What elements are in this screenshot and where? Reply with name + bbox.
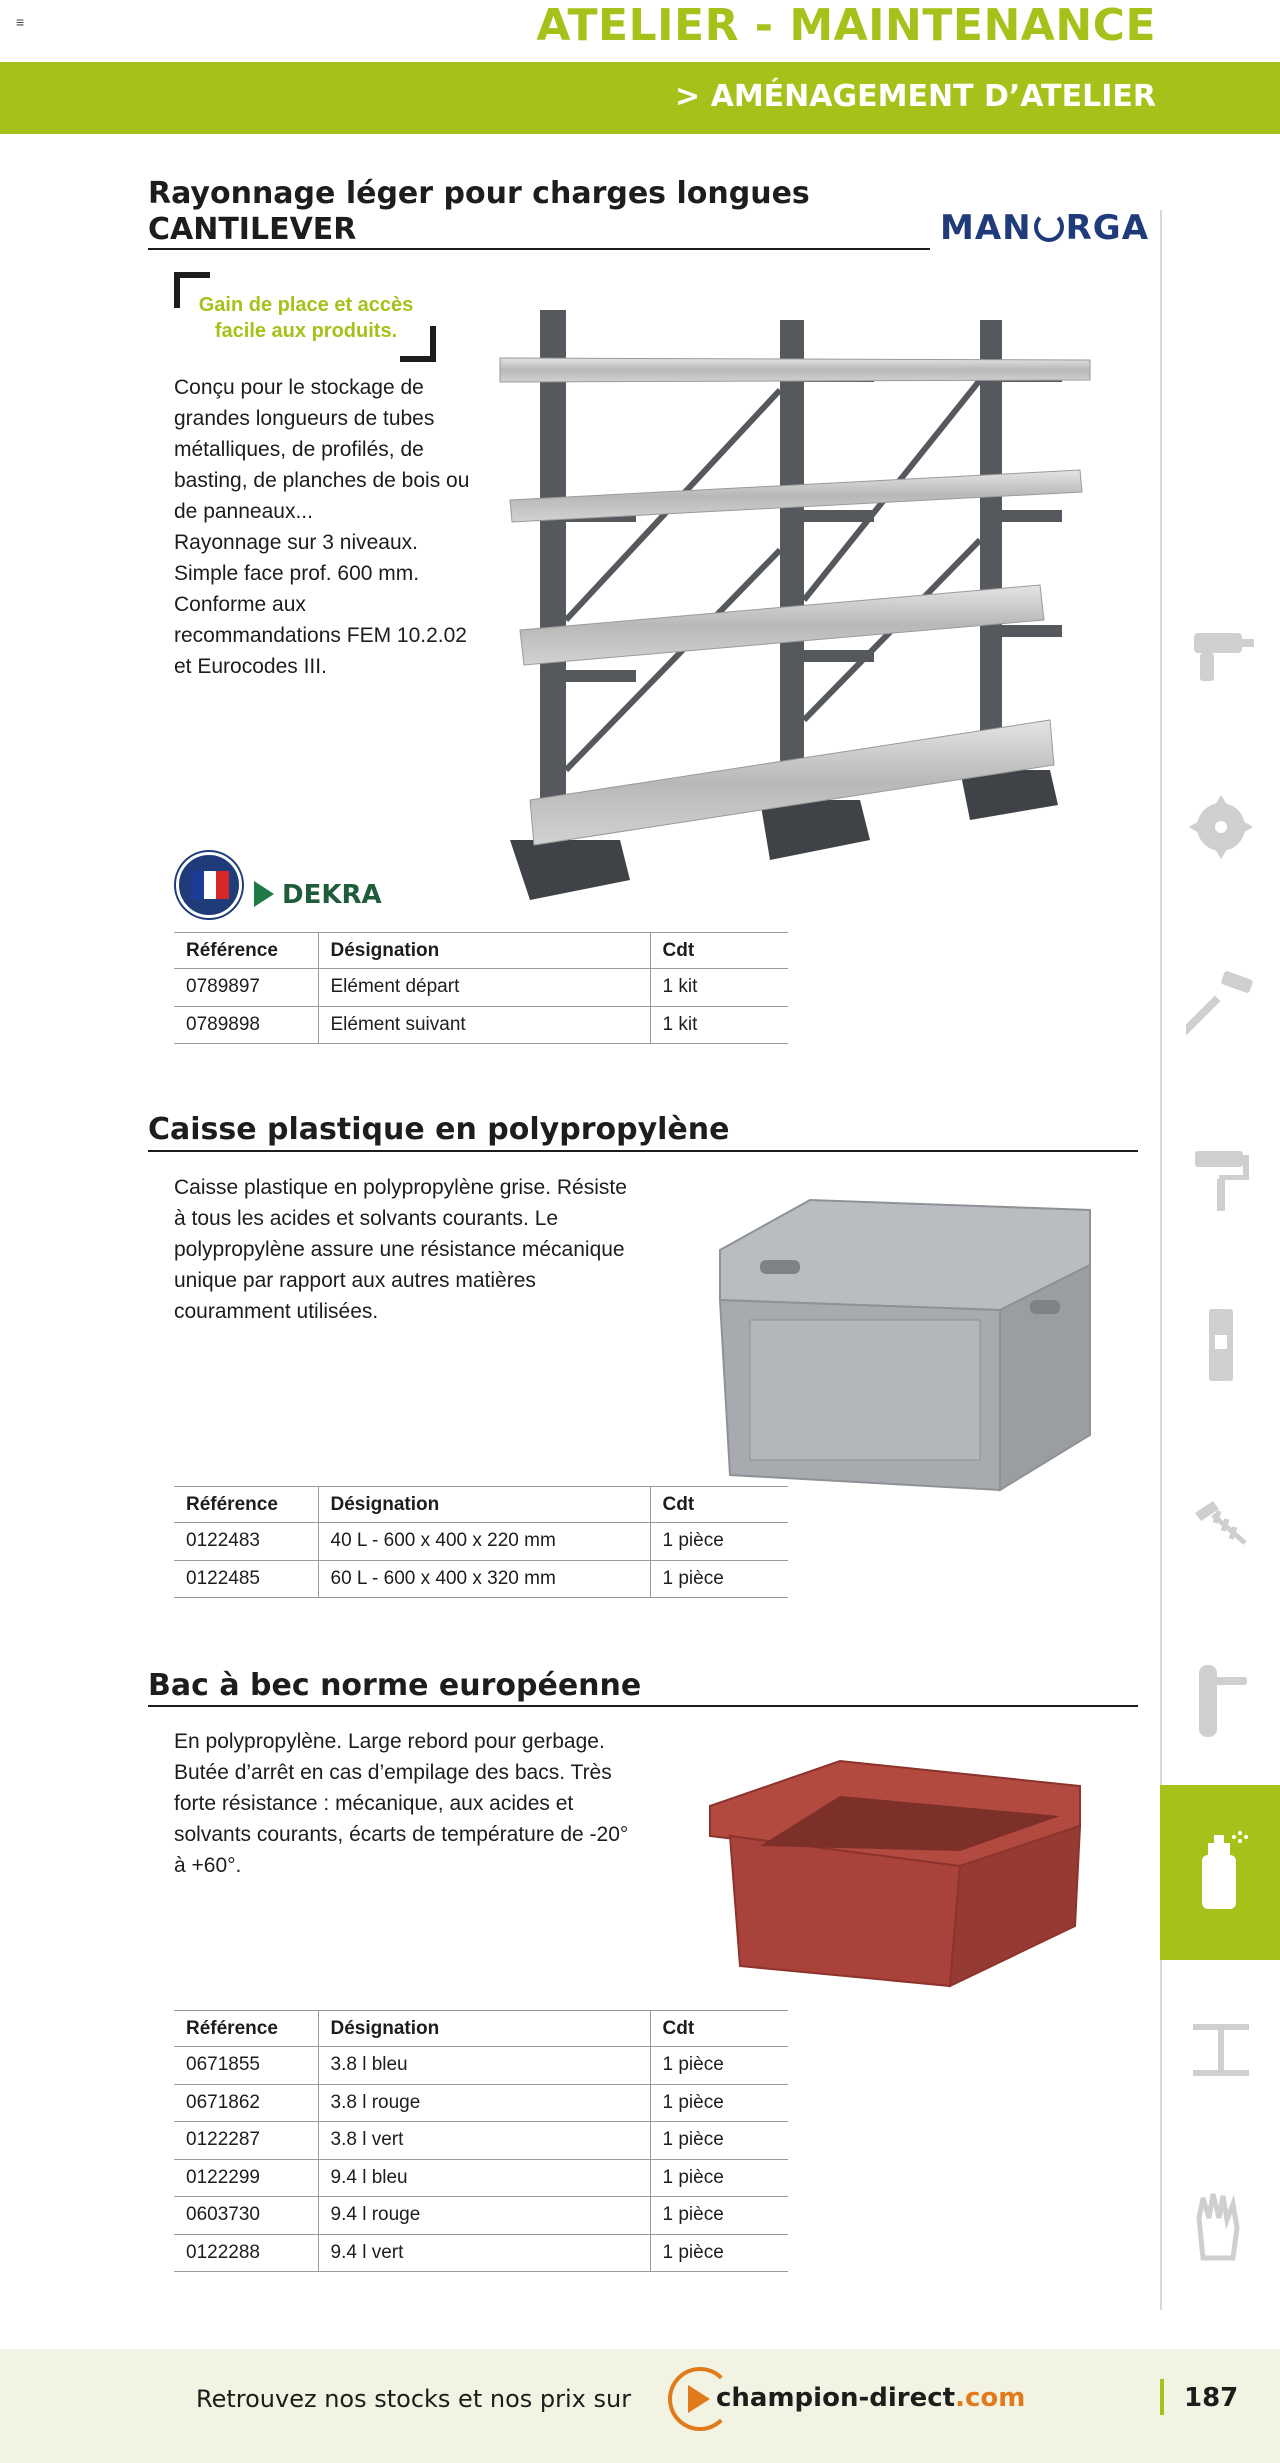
brand-o-icon [1034, 212, 1064, 242]
menu-icon[interactable]: ≡ [16, 14, 25, 30]
cell-designation: Elément départ [318, 969, 650, 1007]
grey-plastic-crate-image [700, 1190, 1100, 1500]
cantilever-rack-image [490, 300, 1100, 920]
cell-designation: 40 L - 600 x 400 x 220 mm [318, 1523, 650, 1561]
red-bin-image [700, 1756, 1100, 2006]
table-row [174, 2197, 788, 2235]
product-title-bac: Bac à bec norme européenne [148, 1668, 642, 1703]
glove-icon[interactable] [1176, 2180, 1266, 2270]
table-header-row [174, 1487, 788, 1523]
dekra-triangle-icon [254, 881, 274, 907]
section-rule [148, 1705, 1138, 1707]
dekra-logo [254, 880, 382, 910]
brand-text-before: MAN [940, 208, 1032, 248]
product-title-cantilever [148, 176, 810, 248]
screw-icon[interactable] [1176, 1478, 1266, 1568]
cell-cdt: 1 pièce [650, 2047, 788, 2085]
paint-roller-icon[interactable] [1176, 1135, 1266, 1225]
cell-reference: 0122299 [174, 2159, 318, 2197]
table-row [174, 1560, 788, 1598]
col-header-reference: Référence [174, 2011, 318, 2047]
dekra-label: DEKRA [282, 880, 382, 910]
col-header-cdt: Cdt [650, 933, 788, 969]
steel-beam-icon[interactable] [1176, 2005, 1266, 2095]
table-header-row [174, 933, 788, 969]
page-number-divider [1160, 2379, 1164, 2415]
cell-reference: 0671862 [174, 2084, 318, 2122]
cell-cdt: 1 pièce [650, 2234, 788, 2272]
cell-cdt: 1 kit [650, 969, 788, 1007]
cell-designation: 9.4 l bleu [318, 2159, 650, 2197]
desc-line: Rayonnage sur 3 niveaux. [174, 531, 418, 554]
cell-reference: 0122483 [174, 1523, 318, 1561]
desc-line: forte résistance : mécanique, aux acides et [174, 1792, 574, 1815]
cell-designation: 60 L - 600 x 400 x 320 mm [318, 1560, 650, 1598]
cell-cdt: 1 pièce [650, 1560, 788, 1598]
table-row [174, 2084, 788, 2122]
section-rule [148, 1150, 1138, 1152]
footer-site-link[interactable] [716, 2383, 1025, 2413]
desc-line: Butée d’arrêt en cas d’empilage des bacs. Très [174, 1761, 612, 1784]
desc-line: grandes longueurs de tubes [174, 407, 435, 430]
site-name: champion-direct [716, 2383, 956, 2413]
table-row [174, 1006, 788, 1044]
cell-designation: Elément suivant [318, 1006, 650, 1044]
site-domain: .com [955, 2383, 1026, 2413]
desc-line: solvants courants, écarts de température de -20° [174, 1823, 629, 1846]
cell-cdt: 1 pièce [650, 2159, 788, 2197]
cell-cdt: 1 pièce [650, 2084, 788, 2122]
cell-designation: 9.4 l vert [318, 2234, 650, 2272]
col-header-designation: Désignation [318, 1487, 650, 1523]
section-rule [148, 248, 930, 250]
drill-icon[interactable] [1176, 610, 1266, 700]
table-header-row [174, 2011, 788, 2047]
desc-line: à tous les acides et solvants courants. Le [174, 1207, 559, 1230]
table-row [174, 2234, 788, 2272]
product-description [174, 1172, 627, 1327]
desc-line: à +60°. [174, 1854, 242, 1877]
table-row [174, 969, 788, 1007]
reference-table-bac [174, 2010, 788, 2272]
manorga-logo [940, 208, 1149, 248]
callout-text: Gain de place et accès facile aux produits. [198, 294, 414, 342]
desc-line: de panneaux... [174, 500, 313, 523]
cell-designation: 3.8 l vert [318, 2122, 650, 2160]
cell-reference: 0122288 [174, 2234, 318, 2272]
spray-can-icon[interactable] [1176, 1826, 1266, 1916]
desc-line: polypropylène assure une résistance mécanique [174, 1238, 625, 1261]
desc-line: En polypropylène. Large rebord pour gerbage. [174, 1730, 605, 1753]
cell-cdt: 1 pièce [650, 2197, 788, 2235]
col-header-cdt: Cdt [650, 1487, 788, 1523]
desc-line: basting, de planches de bois ou [174, 469, 470, 492]
play-icon [688, 2385, 710, 2413]
desc-line: recommandations FEM 10.2.02 [174, 624, 467, 647]
table-row [174, 2047, 788, 2085]
cell-designation: 3.8 l bleu [318, 2047, 650, 2085]
col-header-reference: Référence [174, 1487, 318, 1523]
title-line-2: CANTILEVER [148, 212, 357, 247]
product-description [174, 372, 469, 682]
cell-reference: 0122485 [174, 1560, 318, 1598]
title-line-1: Rayonnage léger pour charges longues [148, 176, 810, 211]
desc-line: couramment utilisées. [174, 1300, 379, 1323]
brand-text-after: RGA [1065, 208, 1150, 248]
cell-designation: 9.4 l rouge [318, 2197, 650, 2235]
callout-box [174, 272, 436, 362]
door-handle-icon[interactable] [1176, 1656, 1266, 1746]
cell-cdt: 1 pièce [650, 1523, 788, 1561]
desc-line: métalliques, de profilés, de [174, 438, 424, 461]
reference-table-cantilever [174, 932, 788, 1044]
level-tool-icon[interactable] [1176, 1300, 1266, 1390]
side-nav-rail [1160, 210, 1162, 2310]
cell-cdt: 1 pièce [650, 2122, 788, 2160]
desc-line: et Eurocodes III. [174, 655, 327, 678]
desc-line: Simple face prof. 600 mm. [174, 562, 420, 585]
cell-cdt: 1 kit [650, 1006, 788, 1044]
table-row [174, 2159, 788, 2197]
cell-reference: 0789897 [174, 969, 318, 1007]
hammer-icon[interactable] [1176, 958, 1266, 1048]
fabrique-en-france-badge [176, 852, 242, 918]
desc-line: Conçu pour le stockage de [174, 376, 424, 399]
table-row [174, 1523, 788, 1561]
col-header-cdt: Cdt [650, 2011, 788, 2047]
cell-reference: 0789898 [174, 1006, 318, 1044]
subcategory-bar [0, 62, 1280, 134]
desc-line: Caisse plastique en polypropylène grise. Résiste [174, 1176, 627, 1199]
category-title: ATELIER - MAINTENANCE [536, 0, 1156, 51]
reference-table-caisse [174, 1486, 788, 1598]
product-title-caisse: Caisse plastique en polypropylène [148, 1112, 730, 1147]
page-number: 187 [1184, 2383, 1239, 2413]
cell-designation: 3.8 l rouge [318, 2084, 650, 2122]
french-flag-icon [191, 871, 229, 899]
col-header-designation: Désignation [318, 933, 650, 969]
footer-text: Retrouvez nos stocks et nos prix sur [196, 2385, 632, 2413]
subcategory-title: > AMÉNAGEMENT D’ATELIER [675, 79, 1156, 114]
desc-line: Conforme aux [174, 593, 306, 616]
cell-reference: 0671855 [174, 2047, 318, 2085]
table-row [174, 2122, 788, 2160]
footer [0, 2349, 1280, 2463]
saw-blade-icon[interactable] [1176, 782, 1266, 872]
col-header-reference: Référence [174, 933, 318, 969]
product-description [174, 1726, 628, 1881]
desc-line: unique par rapport aux autres matières [174, 1269, 536, 1292]
cell-reference: 0122287 [174, 2122, 318, 2160]
cell-reference: 0603730 [174, 2197, 318, 2235]
col-header-designation: Désignation [318, 2011, 650, 2047]
